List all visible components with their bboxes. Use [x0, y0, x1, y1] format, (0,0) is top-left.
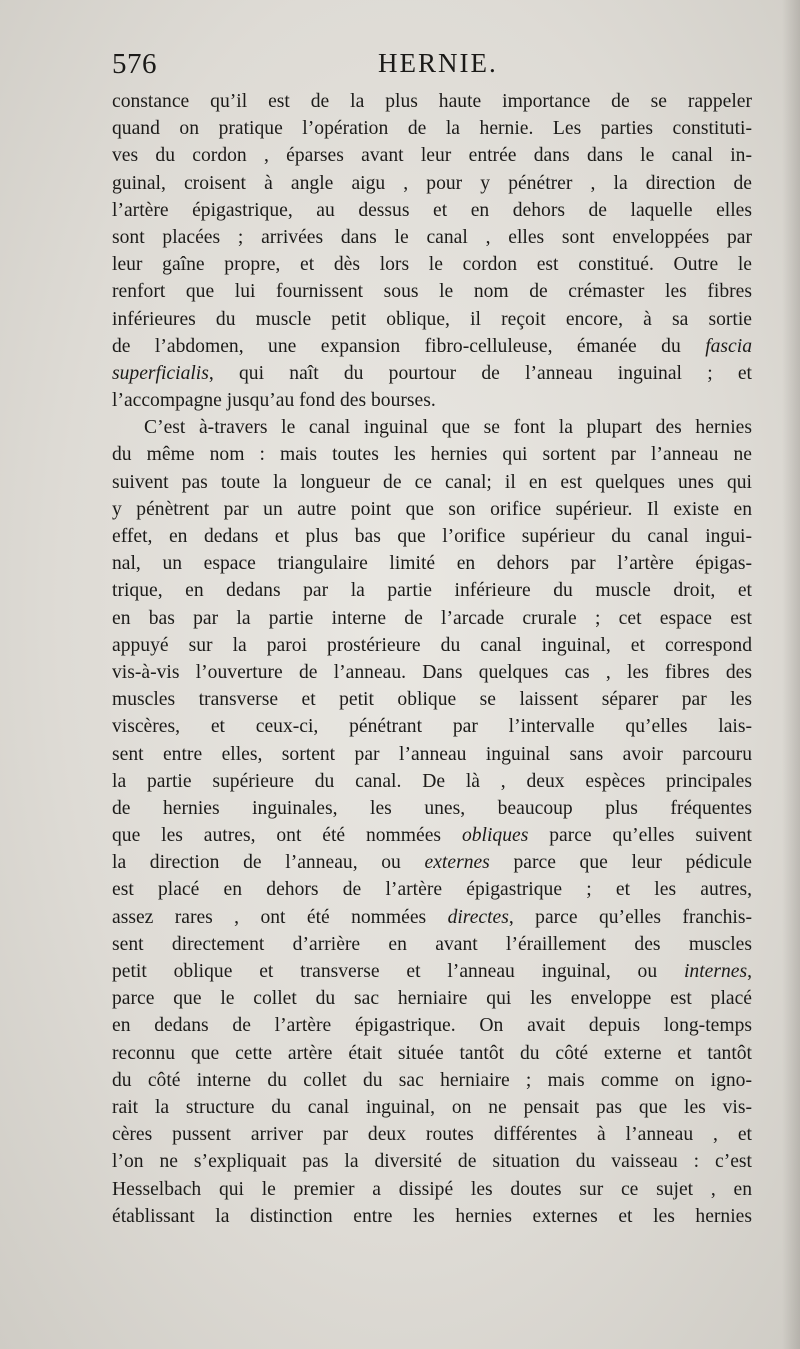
text-line	[112, 278, 752, 305]
text-run: rait la structure du canal inguinal, on ne pensait pas que les vis-	[112, 1096, 752, 1118]
italic-term: externes	[424, 852, 490, 874]
text-line	[112, 768, 752, 795]
text-run: en bas par la partie interne de l’arcade crurale ; cet espace est	[112, 607, 752, 629]
text-line	[112, 686, 752, 713]
text-run: sont placées ; arrivées dans le canal , elles sont enveloppées par	[112, 226, 752, 248]
text-line	[112, 170, 752, 197]
italic-term: superficialis	[112, 362, 209, 384]
text-run: parce que le collet du sac herniaire qui les enveloppe est placé	[112, 988, 752, 1010]
text-line	[112, 1176, 752, 1203]
text-run: du même nom : mais toutes les hernies qui sortent par l’anneau ne	[112, 444, 752, 466]
text-line	[112, 115, 752, 142]
text-line	[112, 1067, 752, 1094]
text-run: en dedans de l’artère épigastrique. On avait depuis long-temps	[112, 1015, 752, 1037]
text-line	[112, 849, 752, 876]
text-line	[112, 713, 752, 740]
text-line	[112, 659, 752, 686]
text-run: , parce qu’elles franchis-	[508, 906, 752, 928]
text-line	[112, 441, 752, 468]
text-line	[112, 1040, 752, 1067]
text-run: trique, en dedans par la partie inférieure du muscle droit, et	[112, 580, 752, 602]
text-run: quand on pratique l’opération de la hernie. Les parties constituti-	[112, 118, 752, 140]
italic-term: obliques	[461, 825, 529, 847]
text-line	[112, 333, 752, 360]
text-run: l’on ne s’expliquait pas la diversité de situation du vaisseau : c’est	[112, 1151, 752, 1173]
text-line	[112, 822, 752, 849]
text-line	[112, 88, 752, 115]
text-line	[112, 904, 752, 931]
text-run: la direction de l’anneau, ou	[112, 852, 425, 874]
text-run: nal, un espace triangulaire limité en dehors par l’artère épigas-	[112, 553, 752, 575]
text-run: ,	[747, 961, 752, 982]
text-run: est placé en dehors de l’artère épigastrique ; et les autres,	[112, 879, 752, 901]
text-line	[112, 387, 752, 414]
text-run: sent directement d’arrière en avant l’éraillement des muscles	[112, 933, 752, 955]
text-line	[112, 523, 752, 550]
text-line	[112, 958, 752, 985]
text-line	[112, 550, 752, 577]
text-line	[112, 142, 752, 169]
text-line	[112, 251, 752, 278]
text-run: reconnu que cette artère était située tantôt du côté externe et tantôt	[112, 1042, 752, 1064]
text-run: que les autres, ont été nommées	[112, 825, 462, 847]
text-run: petit oblique et transverse et l’anneau inguinal, ou	[112, 961, 684, 982]
italic-term: internes	[683, 961, 748, 982]
text-run: parce qu’elles suivent	[528, 825, 752, 847]
text-line	[112, 496, 752, 523]
text-run: suivent pas toute la longueur de ce canal; il en est quelques unes qui	[112, 471, 752, 493]
text-line	[112, 1012, 752, 1039]
text-run: constance qu’il est de la plus haute importance de se rappeler	[112, 91, 752, 112]
text-run: du côté interne du collet du sac herniaire ; mais comme on igno-	[112, 1069, 752, 1091]
text-run: appuyé sur la paroi prostérieure du canal inguinal, et correspond	[112, 634, 752, 656]
text-run: ves du cordon , éparses avant leur entrée dans dans le canal in-	[112, 145, 752, 167]
text-line	[112, 795, 752, 822]
text-run: muscles transverse et petit oblique se laissent séparer par les	[112, 689, 752, 711]
text-run: l’accompagne jusqu’au fond des bourses.	[112, 390, 436, 412]
italic-term: directes	[447, 906, 509, 928]
text-line	[112, 605, 752, 632]
text-run: guinal, croisent à angle aigu , pour y pénétrer , la direction de	[112, 172, 752, 194]
text-run: , qui naît du pourtour de l’anneau inguinal ; et	[208, 362, 752, 384]
text-line	[112, 931, 752, 958]
italic-term: fascia	[705, 335, 752, 357]
text-run: assez rares , ont été nommées	[112, 906, 448, 928]
text-line	[112, 577, 752, 604]
text-run: viscères, et ceux-ci, pénétrant par l’intervalle qu’elles lais-	[112, 716, 752, 738]
text-run: établissant la distinction entre les hernies externes et les hernies	[112, 1205, 752, 1227]
text-run: parce que leur pédicule	[489, 852, 752, 874]
text-line	[112, 741, 752, 768]
text-line	[112, 985, 752, 1012]
text-line	[112, 306, 752, 333]
running-title: HERNIE.	[378, 48, 498, 78]
text-line	[112, 360, 752, 387]
text-line	[112, 197, 752, 224]
page-edge-shadow	[782, 0, 800, 1349]
text-run: Hesselbach qui le premier a dissipé les doutes sur ce sujet , en	[112, 1178, 752, 1200]
text-line	[112, 1203, 752, 1230]
text-line	[112, 224, 752, 251]
text-run: de l’abdomen, une expansion fibro-celluleuse, émanée du	[112, 335, 706, 357]
text-run: renfort que lui fournissent sous le nom de crémaster les fibres	[112, 281, 752, 303]
text-run: vis-à-vis l’ouverture de l’anneau. Dans quelques cas , les fibres des	[112, 661, 752, 683]
body-text	[112, 88, 752, 1230]
text-run: C’est à-travers le canal inguinal que se font la plupart des hernies	[144, 417, 752, 439]
text-run: de hernies inguinales, les unes, beaucoup plus fréquentes	[112, 797, 752, 819]
text-run: l’artère épigastrique, au dessus et en dehors de laquelle elles	[112, 199, 752, 221]
text-line	[112, 469, 752, 496]
page-number: 576	[112, 48, 157, 80]
text-line	[112, 1148, 752, 1175]
text-run: sent entre elles, sortent par l’anneau inguinal sans avoir parcouru	[112, 743, 752, 765]
text-run: la partie supérieure du canal. De là , deux espèces principales	[112, 770, 752, 792]
paragraph	[112, 414, 752, 1230]
text-run: y pénètrent par un autre point que son orifice supérieur. Il existe en	[112, 498, 752, 520]
text-line	[112, 1094, 752, 1121]
text-run: inférieures du muscle petit oblique, il reçoit encore, à sa sortie	[112, 308, 752, 330]
text-run: cères pussent arriver par deux routes différentes à l’anneau , et	[112, 1124, 752, 1146]
running-head	[112, 48, 752, 84]
text-run: leur gaîne propre, et dès lors le cordon est constitué. Outre le	[112, 254, 752, 276]
text-line	[112, 632, 752, 659]
text-run: effet, en dedans et plus bas que l’orifice supérieur du canal ingui-	[112, 526, 752, 547]
text-line	[112, 876, 752, 903]
text-line	[112, 1121, 752, 1148]
paragraph	[112, 88, 752, 414]
text-line	[112, 414, 752, 441]
